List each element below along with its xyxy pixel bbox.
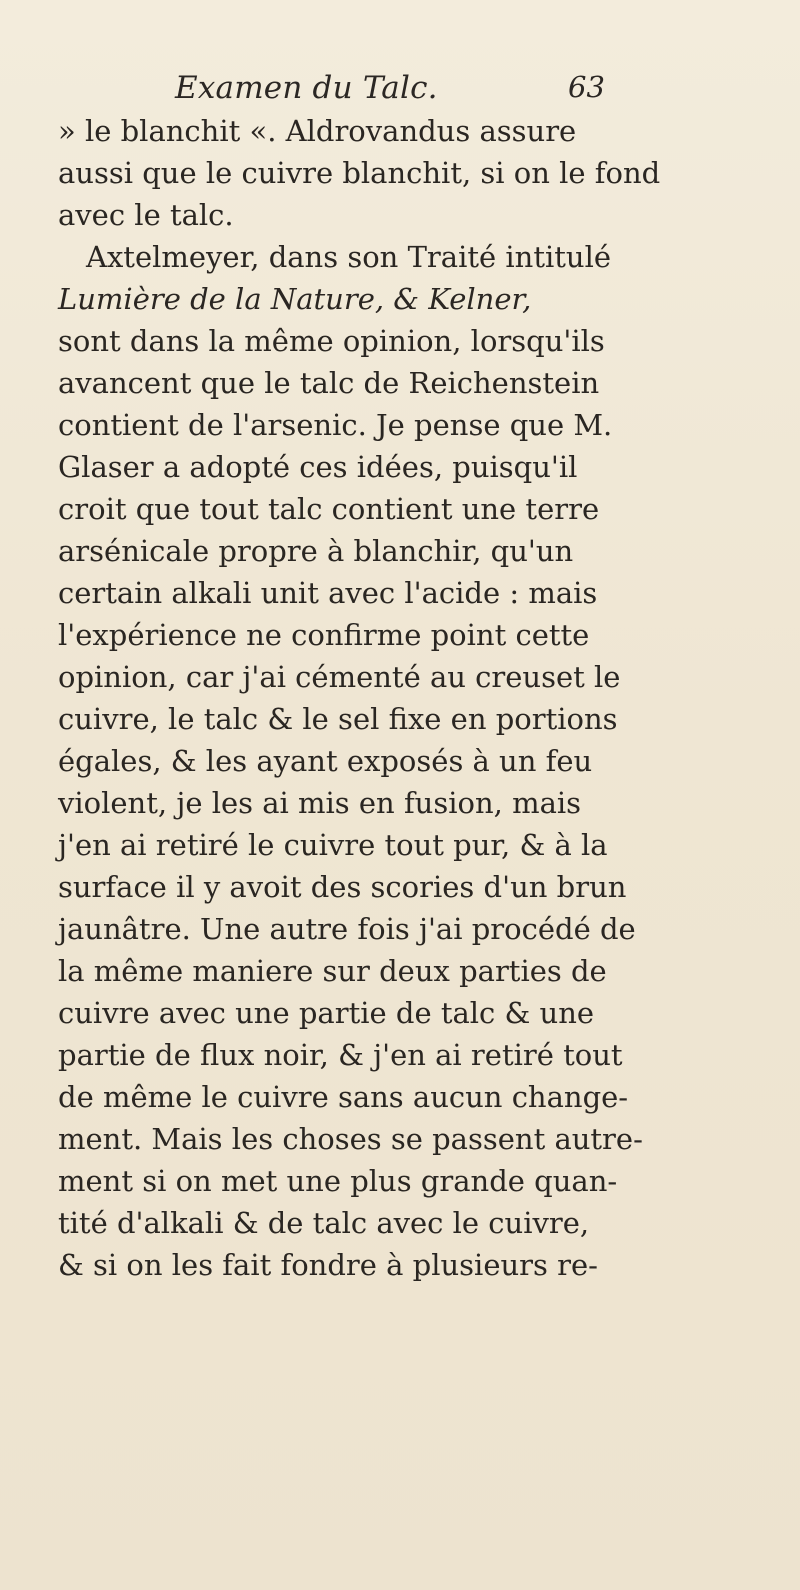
text-line: j'en ai retiré le cuivre tout pur, & à la [58,828,608,862]
text-line: cuivre, le talc & le sel fixe en portions [58,702,618,736]
text-line: surface il y avoit des scories d'un brun [58,870,627,904]
text-line: Glaser a adopté ces idées, puisqu'il [58,450,578,484]
text-line: » le blanchit «. Aldrovandus assure [58,114,577,148]
text-line: l'expérience ne confirme point cette [58,618,590,652]
text-line: sont dans la même opinion, lorsqu'ils [58,324,605,358]
text-line: tité d'alkali & de talc avec le cuivre, [58,1206,590,1240]
text-line: ment si on met une plus grande quan- [58,1164,618,1198]
text-line: avancent que le talc de Reichenstein [58,366,600,400]
page-header [0,70,800,110]
text-line: certain alkali unit avec l'acide : mais [58,576,598,610]
text-line: aussi que le cuivre blanchit, si on le fond [58,156,661,190]
text-line: croit que tout talc contient une terre [58,492,600,526]
text-line: contient de l'arsenic. Je pense que M. [58,408,613,442]
text-line: Axtelmeyer, dans son Traité intitulé [86,240,612,274]
text-line-italic-title: Lumière de la Nature, & Kelner, [58,282,532,316]
text-line: partie de flux noir, & j'en ai retiré tout [58,1038,623,1072]
running-title: Examen du Talc. [175,70,438,106]
text-line: violent, je les ai mis en fusion, mais [58,786,582,820]
text-line: cuivre avec une partie de talc & une [58,996,595,1030]
text-line: ment. Mais les choses se passent autre- [58,1122,643,1156]
text-line: & si on les fait fondre à plusieurs re- [58,1248,598,1282]
page-number: 63 [568,70,605,104]
text-line: de même le cuivre sans aucun change- [58,1080,629,1114]
body-text [58,110,758,1286]
text-line: égales, & les ayant exposés à un feu [58,744,593,778]
text-line: la même maniere sur deux parties de [58,954,607,988]
text-line: arsénicale propre à blanchir, qu'un [58,534,574,568]
text-line: opinion, car j'ai cémenté au creuset le [58,660,621,694]
text-line: avec le talc. [58,198,234,232]
text-line: jaunâtre. Une autre fois j'ai procédé de [58,912,636,946]
